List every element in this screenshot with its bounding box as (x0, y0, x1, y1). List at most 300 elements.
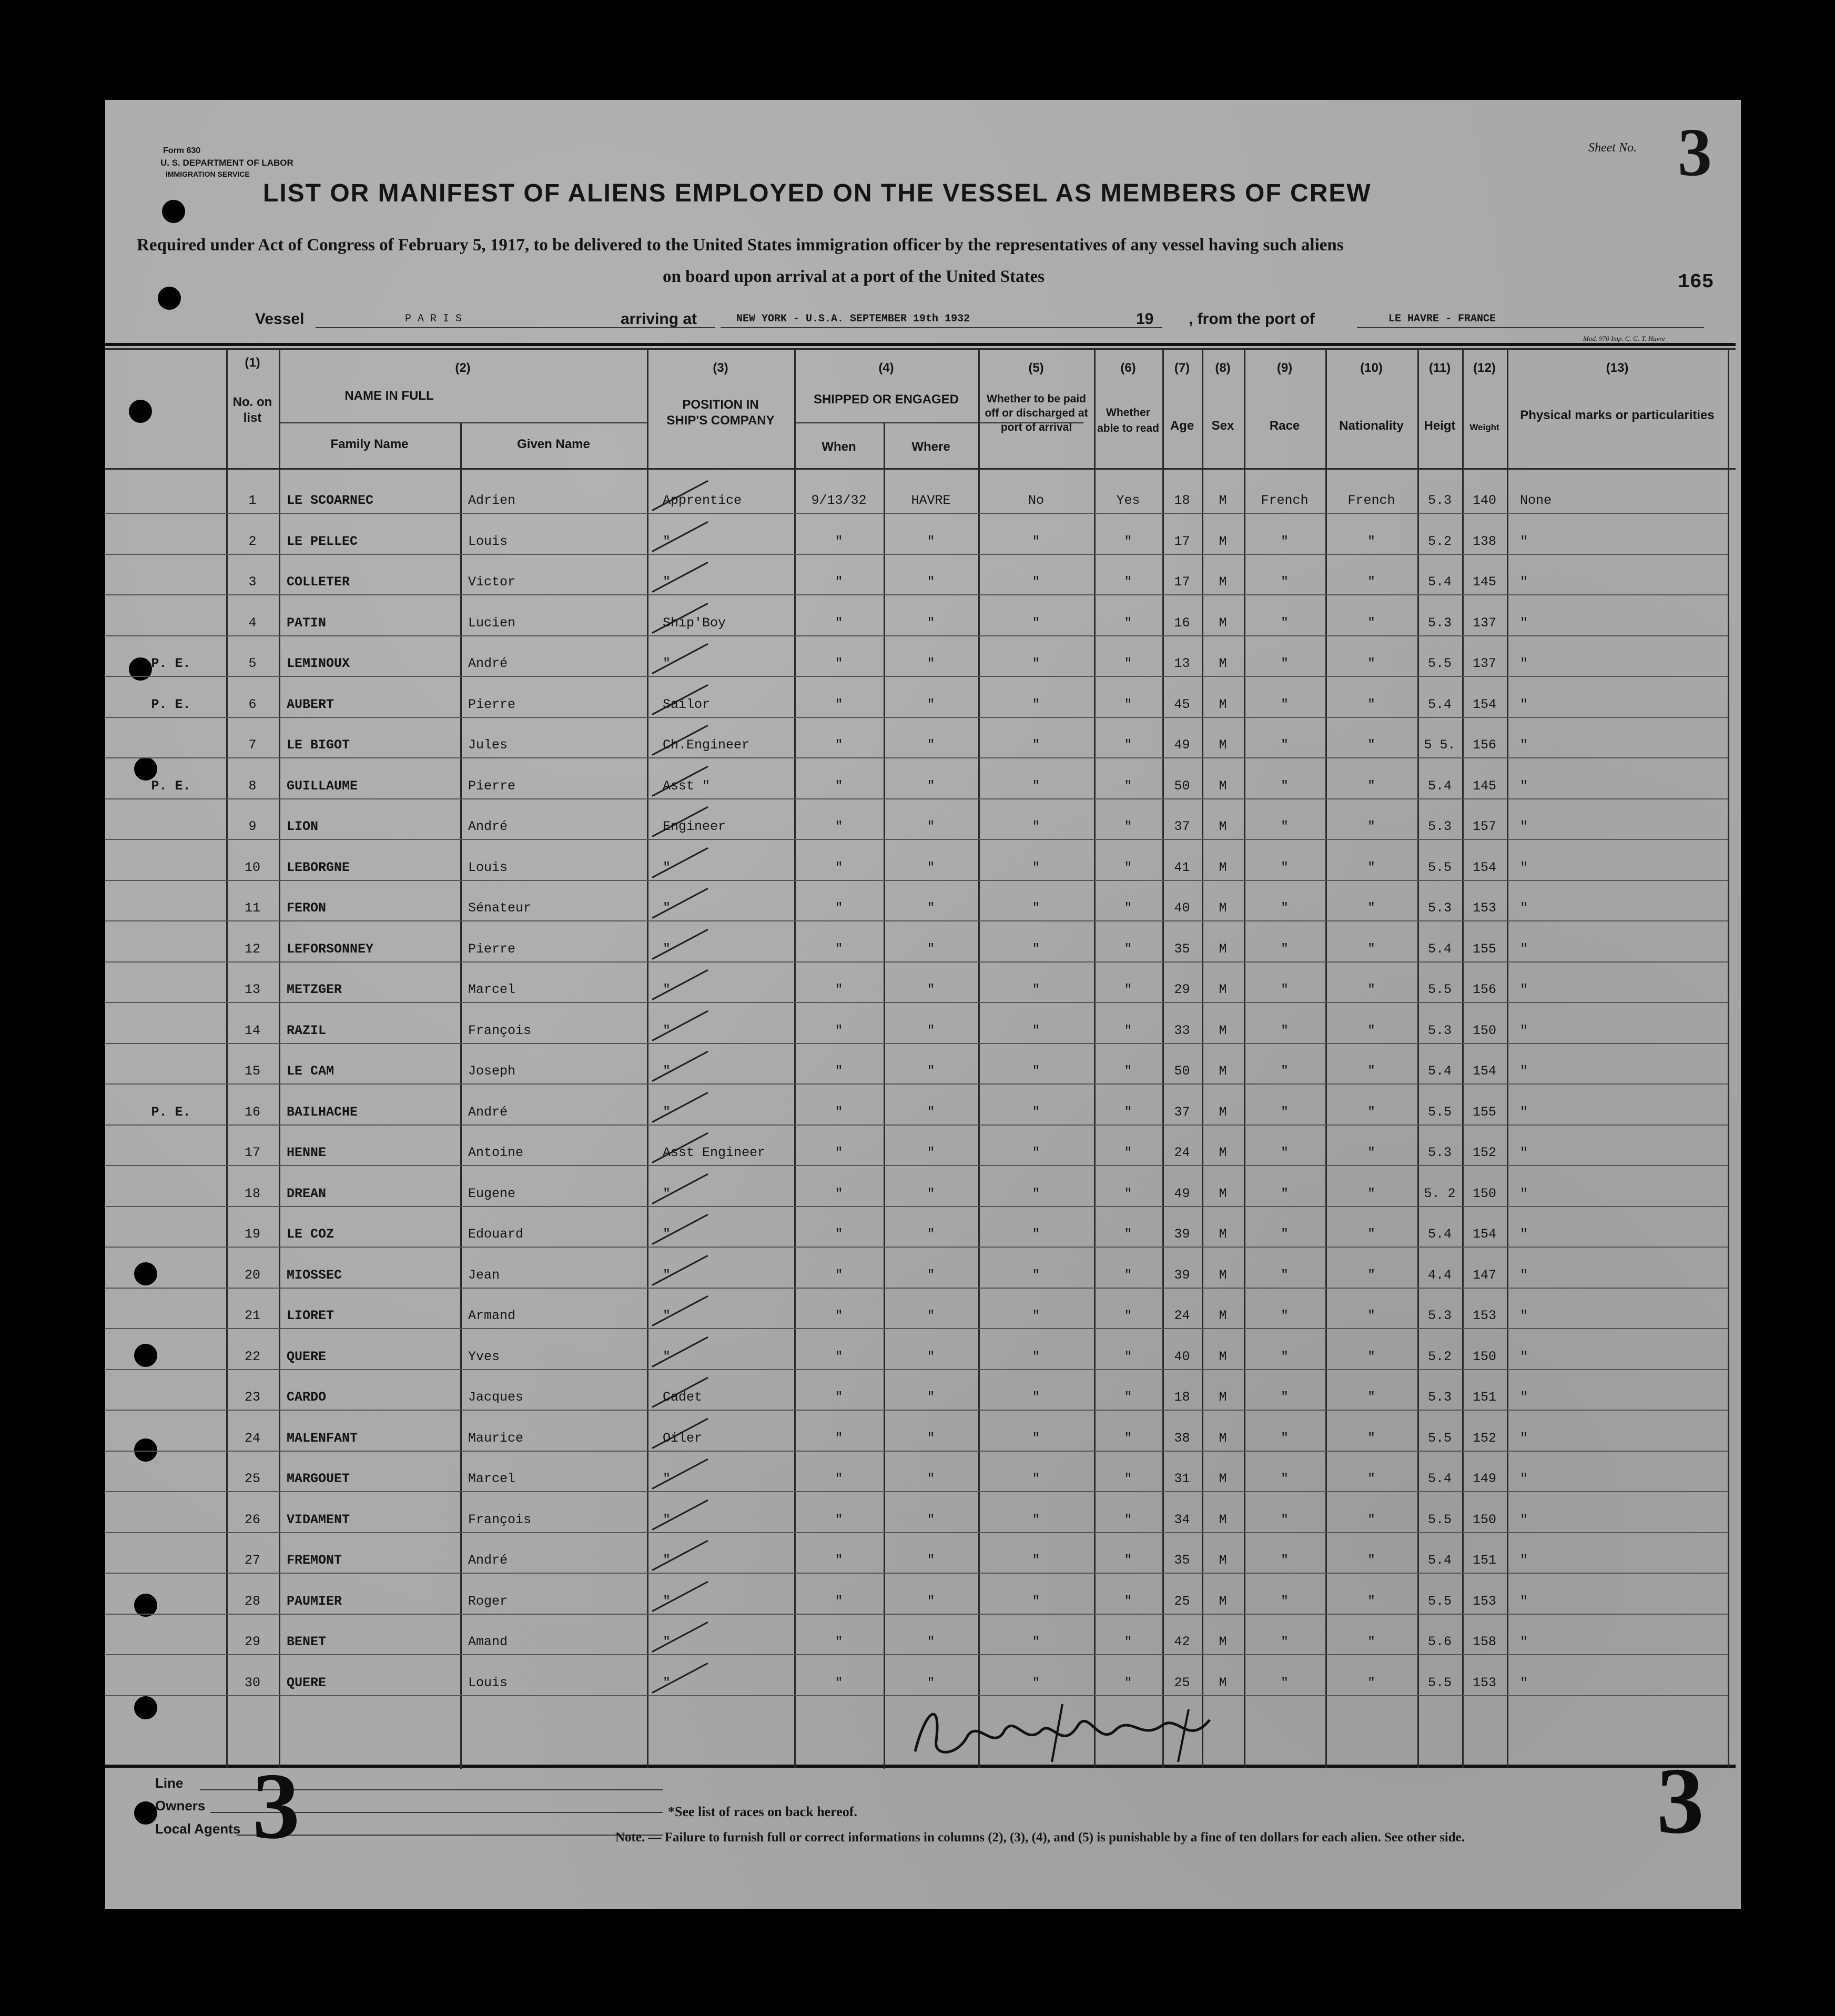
cell-no: 2 (248, 533, 257, 549)
cell-no: 3 (248, 574, 257, 590)
col10-label: Nationality (1339, 419, 1404, 433)
punch-hole (134, 1801, 157, 1825)
cell-where: " (927, 1471, 935, 1486)
cell-race: " (1280, 1308, 1289, 1323)
row-rule (105, 1206, 1728, 1207)
cell-weight: 153 (1472, 1675, 1496, 1690)
cell-where: " (927, 1553, 935, 1568)
cell-marks: " (1520, 1267, 1528, 1283)
cell-nationality: " (1367, 1227, 1375, 1242)
cell-race: " (1280, 1390, 1289, 1405)
cell-read: " (1124, 819, 1132, 834)
cell-weight: 145 (1472, 778, 1496, 794)
cell-paid: " (1032, 737, 1040, 753)
cell-where: " (927, 1308, 935, 1323)
cell-where: " (927, 859, 935, 875)
cell-given: Pierre (468, 778, 516, 794)
cell-given: Jules (468, 737, 508, 753)
cell-weight: 157 (1472, 819, 1496, 834)
cell-no: 11 (244, 900, 260, 916)
cell-given: Pierre (468, 941, 516, 957)
cell-marks: " (1520, 615, 1528, 631)
form-subtitle-2: on board upon arrival at a port of the United States (663, 267, 1045, 286)
cell-read: " (1124, 1675, 1132, 1690)
cell-height: 5.6 (1427, 1634, 1452, 1649)
cell-sex: M (1219, 1063, 1227, 1079)
cell-height: 5.4 (1427, 1471, 1452, 1486)
cell-mark: P. E. (151, 696, 191, 712)
cell-nationality: " (1367, 982, 1375, 997)
cell-where: " (927, 1675, 935, 1690)
cell-position: Apprentice (663, 493, 742, 508)
cell-when: " (835, 982, 843, 997)
cell-position: " (663, 656, 671, 671)
owners-label: Owners (155, 1798, 206, 1814)
cell-position: " (663, 1186, 671, 1201)
cell-given: Lucien (468, 615, 516, 631)
cell-family: BAILHACHE (287, 1104, 358, 1120)
cell-no: 26 (244, 1512, 260, 1527)
cell-read: " (1124, 1634, 1132, 1649)
cell-sex: M (1219, 1227, 1227, 1242)
cell-given: Louis (468, 859, 508, 875)
cell-marks: " (1520, 1593, 1528, 1609)
cell-position: " (663, 1512, 671, 1527)
cell-when: " (835, 615, 843, 631)
col8-num: (8) (1215, 361, 1231, 375)
cell-nationality: " (1367, 1512, 1375, 1527)
cell-when: " (835, 1022, 843, 1038)
row-rule (105, 1328, 1728, 1329)
cell-read: " (1124, 1593, 1132, 1609)
col8-label: Sex (1211, 419, 1234, 433)
cell-weight: 137 (1472, 656, 1496, 671)
line-label: Line (155, 1775, 184, 1791)
cell-marks: " (1520, 1675, 1528, 1690)
cell-age: 18 (1174, 493, 1190, 508)
cell-marks: " (1520, 1227, 1528, 1242)
cell-race: " (1280, 1227, 1289, 1242)
cell-weight: 145 (1472, 574, 1496, 590)
cell-marks: " (1520, 1022, 1528, 1038)
cell-family: LEBORGNE (287, 859, 350, 875)
cell-when: " (835, 900, 843, 916)
cell-sex: M (1219, 533, 1227, 549)
cell-race: " (1280, 1471, 1289, 1486)
cell-age: 35 (1174, 1553, 1190, 1568)
cell-position: Asst Engineer (663, 1145, 766, 1160)
cell-nationality: " (1367, 1675, 1375, 1690)
col5-num: (5) (1028, 361, 1044, 375)
cell-where: " (927, 1227, 935, 1242)
cell-nationality: " (1367, 615, 1375, 631)
cell-paid: No (1028, 493, 1044, 508)
cell-marks: " (1520, 696, 1528, 712)
cell-where: " (927, 696, 935, 712)
cell-sex: M (1219, 859, 1227, 875)
col1-label: No. on list (232, 395, 272, 425)
cell-read: " (1124, 941, 1132, 957)
row-rule (105, 554, 1728, 555)
cell-no: 29 (244, 1634, 260, 1649)
cell-age: 39 (1174, 1267, 1190, 1283)
cell-age: 50 (1174, 1063, 1190, 1079)
cell-height: 5.3 (1427, 1022, 1452, 1038)
cell-given: Marcel (468, 982, 516, 997)
cell-race: " (1280, 737, 1289, 753)
cell-weight: 153 (1472, 900, 1496, 916)
col4a-label: When (822, 440, 856, 454)
form-number: Form 630 (163, 146, 201, 155)
cell-position: " (663, 533, 671, 549)
cell-family: DREAN (287, 1186, 327, 1201)
cell-marks: " (1520, 982, 1528, 997)
cell-where: " (927, 1104, 935, 1120)
cell-nationality: " (1367, 1063, 1375, 1079)
cell-read: " (1124, 778, 1132, 794)
row-rule (105, 1288, 1728, 1289)
cell-no: 21 (244, 1308, 260, 1323)
cell-marks: " (1520, 1430, 1528, 1446)
cell-sex: M (1219, 737, 1227, 753)
row-rule (105, 1491, 1728, 1492)
cell-nationality: " (1367, 1308, 1375, 1323)
cell-where: " (927, 1022, 935, 1038)
agents-label: Local Agents (155, 1821, 241, 1837)
cell-marks: " (1520, 1104, 1528, 1120)
cell-when: " (835, 1675, 843, 1690)
cell-weight: 150 (1472, 1186, 1496, 1201)
cell-family: RAZIL (287, 1022, 327, 1038)
cell-position: " (663, 941, 671, 957)
cell-when: " (835, 1471, 843, 1486)
cell-height: 5.2 (1427, 533, 1452, 549)
cell-no: 18 (244, 1186, 260, 1201)
cell-paid: " (1032, 1063, 1040, 1079)
row-rule (105, 513, 1728, 514)
cell-no: 24 (244, 1430, 260, 1446)
cell-nationality: " (1367, 819, 1375, 834)
cell-family: LEMINOUX (287, 656, 350, 671)
cell-age: 50 (1174, 778, 1190, 794)
cell-nationality: " (1367, 778, 1375, 794)
cell-paid: " (1032, 1471, 1040, 1486)
cell-given: André (468, 819, 508, 834)
cell-sex: M (1219, 778, 1227, 794)
page-number: 165 (1678, 271, 1714, 293)
cell-paid: " (1032, 1675, 1040, 1690)
cell-family: FREMONT (287, 1553, 342, 1568)
cell-age: 24 (1174, 1308, 1190, 1323)
cell-given: Adrien (468, 493, 516, 508)
row-rule (105, 839, 1728, 840)
cell-read: " (1124, 1308, 1132, 1323)
cell-age: 39 (1174, 1227, 1190, 1242)
cell-nationality: " (1367, 1104, 1375, 1120)
cell-given: Maurice (468, 1430, 524, 1446)
cell-family: MIOSSEC (287, 1267, 342, 1283)
department: U. S. DEPARTMENT OF LABOR (160, 158, 293, 168)
cell-weight: 150 (1472, 1349, 1496, 1364)
cell-race: " (1280, 941, 1289, 957)
cell-family: LION (287, 819, 319, 834)
cell-family: FERON (287, 900, 327, 916)
cell-height: 5.3 (1427, 1390, 1452, 1405)
cell-paid: " (1032, 1349, 1040, 1364)
row-rule (105, 798, 1728, 799)
cell-marks: " (1520, 859, 1528, 875)
cell-sex: M (1219, 1390, 1227, 1405)
cell-nationality: " (1367, 656, 1375, 671)
cell-family: LIORET (287, 1308, 334, 1323)
cell-no: 5 (248, 656, 257, 671)
cell-race: " (1280, 1553, 1289, 1568)
cell-given: Pierre (468, 696, 516, 712)
cell-marks: " (1520, 900, 1528, 916)
cell-position: " (663, 1593, 671, 1609)
cell-height: 5.5 (1427, 1430, 1452, 1446)
cell-no: 17 (244, 1145, 260, 1160)
cell-sex: M (1219, 493, 1227, 508)
cell-race: " (1280, 656, 1289, 671)
cell-paid: " (1032, 778, 1040, 794)
cell-sex: M (1219, 615, 1227, 631)
cell-no: 8 (248, 778, 257, 794)
cell-given: Marcel (468, 1471, 516, 1486)
cell-marks: " (1520, 574, 1528, 590)
cell-read: Yes (1116, 493, 1140, 508)
cell-paid: " (1032, 859, 1040, 875)
row-rule (105, 1369, 1728, 1370)
cell-race: " (1280, 1512, 1289, 1527)
vessel-name: P A R I S (405, 313, 462, 325)
cell-sex: M (1219, 1553, 1227, 1568)
cell-paid: " (1032, 1267, 1040, 1283)
cell-family: METZGER (287, 982, 342, 997)
cell-nationality: " (1367, 696, 1375, 712)
cell-no: 7 (248, 737, 257, 753)
cell-family: LE COZ (287, 1227, 334, 1242)
cell-weight: 158 (1472, 1634, 1496, 1649)
cell-where: " (927, 656, 935, 671)
row-rule (105, 961, 1728, 963)
cell-no: 4 (248, 615, 257, 631)
cell-family: BENET (287, 1634, 327, 1649)
col7-num: (7) (1174, 361, 1190, 375)
cell-nationality: " (1367, 1593, 1375, 1609)
cell-weight: 154 (1472, 1063, 1496, 1079)
col13-label: Physical marks or particularities (1520, 408, 1715, 422)
form-title: LIST OR MANIFEST OF ALIENS EMPLOYED ON THE VESSEL AS MEMBERS OF CREW (263, 179, 1372, 207)
cell-race: " (1280, 1675, 1289, 1690)
cell-where: " (927, 1063, 935, 1079)
cell-age: 13 (1174, 656, 1190, 671)
cell-sex: M (1219, 1145, 1227, 1160)
cell-race: " (1280, 1063, 1289, 1079)
cell-weight: 138 (1472, 533, 1496, 549)
cell-age: 25 (1174, 1593, 1190, 1609)
cell-age: 33 (1174, 1022, 1190, 1038)
cell-read: " (1124, 696, 1132, 712)
cell-no: 16 (244, 1104, 260, 1120)
cell-weight: 156 (1472, 737, 1496, 753)
col6-num: (6) (1120, 361, 1136, 375)
cell-no: 20 (244, 1267, 260, 1283)
service: IMMIGRATION SERVICE (166, 170, 250, 178)
row-rule (105, 1573, 1728, 1574)
cell-weight: 149 (1472, 1471, 1496, 1486)
cell-position: " (663, 859, 671, 875)
cell-position: Sailor (663, 696, 711, 712)
cell-paid: " (1032, 696, 1040, 712)
row-rule (105, 717, 1728, 718)
cell-where: " (927, 1349, 935, 1364)
cell-when: " (835, 941, 843, 957)
cell-family: QUERE (287, 1349, 327, 1364)
cell-read: " (1124, 1227, 1132, 1242)
cell-given: Louis (468, 533, 508, 549)
cell-family: PAUMIER (287, 1593, 342, 1609)
cell-age: 42 (1174, 1634, 1190, 1649)
cell-paid: " (1032, 574, 1040, 590)
cell-height: 5.5 (1427, 1104, 1452, 1120)
cell-when: " (835, 859, 843, 875)
cell-age: 45 (1174, 696, 1190, 712)
cell-no: 10 (244, 859, 260, 875)
cell-family: LE BIGOT (287, 737, 350, 753)
cell-paid: " (1032, 1430, 1040, 1446)
cell-height: 5.3 (1427, 493, 1452, 508)
row-rule (105, 1083, 1728, 1085)
from-port: LE HAVRE - FRANCE (1388, 313, 1496, 325)
cell-given: Jean (468, 1267, 500, 1283)
cell-position: " (663, 1063, 671, 1079)
cell-height: 5.4 (1427, 1553, 1452, 1568)
cell-nationality: French (1347, 493, 1395, 508)
col2a-label: Family Name (330, 437, 409, 451)
sheet-number: 3 (1678, 115, 1712, 190)
cell-weight: 154 (1472, 696, 1496, 712)
cell-when: " (835, 819, 843, 834)
cell-nationality: " (1367, 1471, 1375, 1486)
cell-race: " (1280, 778, 1289, 794)
cell-nationality: " (1367, 941, 1375, 957)
row-rule (105, 676, 1728, 677)
cell-height: 5.3 (1427, 900, 1452, 916)
cell-race: " (1280, 1634, 1289, 1649)
row-rule (105, 1247, 1728, 1248)
cell-nationality: " (1367, 1186, 1375, 1201)
cell-when: 9/13/32 (811, 493, 867, 508)
cell-nationality: " (1367, 859, 1375, 875)
col3-label: POSITION IN SHIP'S COMPANY (666, 398, 775, 428)
cell-age: 35 (1174, 941, 1190, 957)
cell-family: QUERE (287, 1675, 327, 1690)
cell-no: 19 (244, 1227, 260, 1242)
cell-sex: M (1219, 1308, 1227, 1323)
vessel-label: Vessel (255, 310, 305, 328)
cell-where: " (927, 1145, 935, 1160)
cell-where: " (927, 574, 935, 590)
cell-position: " (663, 982, 671, 997)
races-note: *See list of races on back hereof. (668, 1804, 857, 1819)
cell-height: 5.4 (1427, 574, 1452, 590)
cell-given: Edouard (468, 1227, 524, 1242)
cell-height: 4.4 (1427, 1267, 1452, 1283)
cell-age: 40 (1174, 900, 1190, 916)
cell-weight: 155 (1472, 941, 1496, 957)
cell-nationality: " (1367, 1634, 1375, 1649)
cell-height: 5.5 (1427, 982, 1452, 997)
row-rule (105, 880, 1728, 881)
cell-paid: " (1032, 900, 1040, 916)
cell-paid: " (1032, 1593, 1040, 1609)
cell-where: " (927, 941, 935, 957)
cell-sex: M (1219, 1471, 1227, 1486)
cell-position: " (663, 1104, 671, 1120)
col10-num: (10) (1360, 361, 1383, 375)
cell-given: Eugene (468, 1186, 516, 1201)
cell-race: " (1280, 1593, 1289, 1609)
cell-nationality: " (1367, 900, 1375, 916)
cell-age: 38 (1174, 1430, 1190, 1446)
cell-read: " (1124, 656, 1132, 671)
col1-num: (1) (245, 356, 260, 370)
col12-label: Weight (1469, 422, 1499, 432)
punch-hole (129, 400, 152, 423)
cell-read: " (1124, 1430, 1132, 1446)
cell-when: " (835, 1308, 843, 1323)
cell-position: " (663, 900, 671, 916)
col13-num: (13) (1606, 361, 1629, 375)
cell-paid: " (1032, 1145, 1040, 1160)
cell-family: LEFORSONNEY (287, 941, 374, 957)
year-label: 19 (1136, 310, 1154, 328)
cell-height: 5.5 (1427, 1512, 1452, 1527)
cell-when: " (835, 778, 843, 794)
cell-age: 34 (1174, 1512, 1190, 1527)
punch-hole (162, 200, 185, 223)
cell-weight: 140 (1472, 493, 1496, 508)
cell-sex: M (1219, 819, 1227, 834)
punch-hole (158, 287, 181, 310)
cell-age: 41 (1174, 859, 1190, 875)
cell-race: " (1280, 1145, 1289, 1160)
row-rule (105, 920, 1728, 921)
cell-position: Ch.Engineer (663, 737, 750, 753)
cell-given: François (468, 1022, 532, 1038)
cell-no: 15 (244, 1063, 260, 1079)
cell-family: HENNE (287, 1145, 327, 1160)
cell-family: LE PELLEC (287, 533, 358, 549)
row-rule (105, 1124, 1728, 1126)
punch-hole (134, 1696, 157, 1719)
cell-when: " (835, 1390, 843, 1405)
cell-where: " (927, 1267, 935, 1283)
col9-num: (9) (1276, 361, 1293, 375)
cell-sex: M (1219, 1675, 1227, 1690)
cell-given: Joseph (468, 1063, 516, 1079)
col2-label: NAME IN FULL (344, 389, 434, 403)
cell-paid: " (1032, 1553, 1040, 1568)
cell-marks: " (1520, 533, 1528, 549)
cell-where: " (927, 778, 935, 794)
cell-nationality: " (1367, 737, 1375, 753)
table-top-rule (105, 343, 1736, 346)
cell-age: 49 (1174, 1186, 1190, 1201)
col11-label: Heigt (1424, 419, 1456, 433)
cell-no: 28 (244, 1593, 260, 1609)
